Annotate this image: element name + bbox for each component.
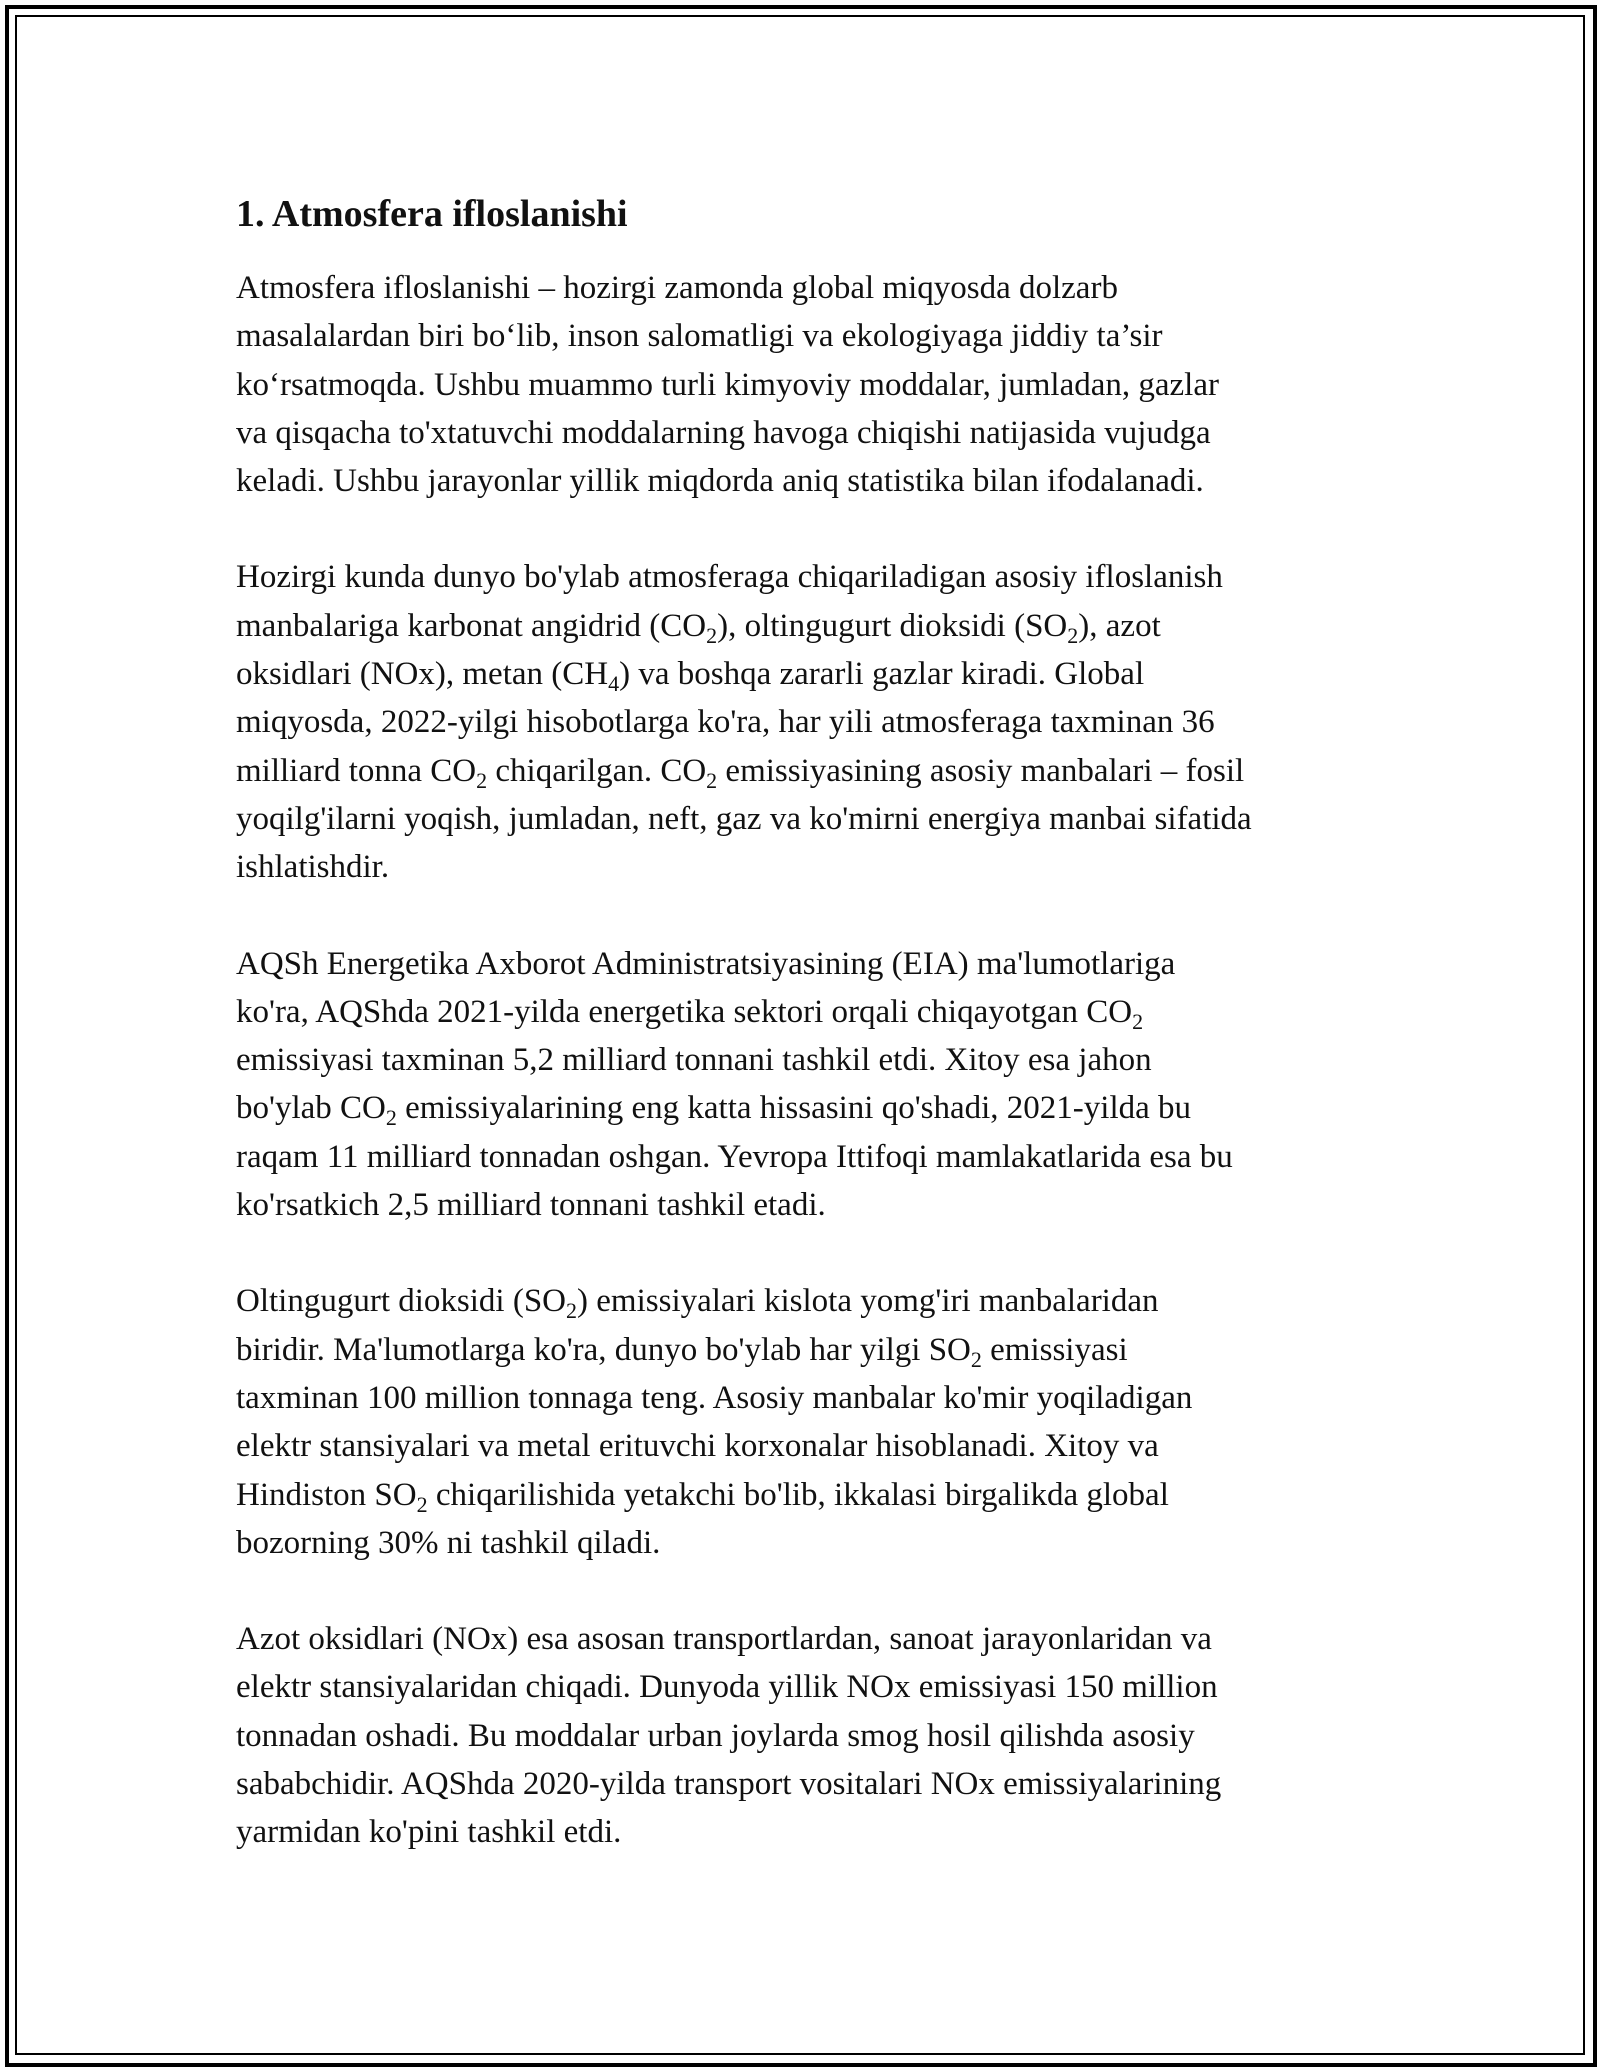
text-line: bo'ylab $CO_2$ emissiyalarining eng katta hissasini qo'shadi, 2021-yilda bu (236, 1090, 1192, 1131)
text-line: raqam 11 milliard tonnadan oshgan. Yevropa Ittifoqi mamlakatlarida esa bu (236, 1138, 1233, 1175)
text-line: elektr stansiyalaridan chiqadi. Dunyoda yillik NOx emissiyasi 150 million (236, 1669, 1218, 1706)
text-line: Hozirgi kunda dunyo bo'ylab atmosferaga chiqariladigan asosiy ifloslanish (236, 559, 1223, 596)
text-line: tonnadan oshadi. Bu moddalar urban joylarda smog hosil qilishda asosiy (236, 1717, 1195, 1754)
text-line: emissiyasi taxminan 5,2 milliard tonnani tashkil etdi. Xitoy esa jahon (236, 1042, 1152, 1079)
text-line: va qisqacha to'xtatuvchi moddalarning havoga chiqishi natijasida vujudga (236, 414, 1211, 451)
text-line: bozorning 30% ni tashkil qiladi. (236, 1524, 661, 1561)
text-line: masalalardan biri bo‘lib, inson salomatligi va ekologiyaga jiddiy ta’sir (236, 318, 1163, 355)
text-line: taxminan 100 million tonnaga teng. Asosiy manbalar ko'mir yoqiladigan (236, 1379, 1193, 1416)
section-heading: 1. Atmosfera ifloslanishi (236, 193, 628, 235)
text-line: Oltingugurt dioksidi $(SO_2)$ emissiyalari kislota yomg'iri manbalaridan (236, 1283, 1159, 1324)
text-line: oksidlari (NOx), metan $(CH_4)$ va boshqa zararli gazlar kiradi. Global (236, 656, 1145, 697)
text-line: elektr stansiyalari va metal erituvchi korxonalar hisoblanadi. Xitoy va (236, 1428, 1159, 1465)
text-line: Atmosfera ifloslanishi – hozirgi zamonda global miqyosda dolzarb (236, 270, 1118, 306)
paragraph (236, 940, 1386, 1230)
text-line: keladi. Ushbu jarayonlar yillik miqdorda aniq statistika bilan ifodalanadi. (236, 463, 1204, 500)
paragraph (236, 553, 1386, 891)
text-line: yarmidan ko'pini tashkil etdi. (236, 1814, 622, 1851)
text-line: Azot oksidlari (NOx) esa asosan transportlardan, sanoat jarayonlaridan va (236, 1621, 1212, 1658)
paragraph (236, 1615, 1386, 1856)
document-body (236, 188, 1386, 1905)
text-line: ishlatishdir. (236, 849, 390, 886)
paragraph (236, 264, 1386, 505)
text-line: yoqilg'ilarni yoqish, jumladan, neft, gaz va ko'mirni energiya manbai sifatida (236, 800, 1252, 837)
text-line: milliard tonna $CO_2$ chiqarilgan. $CO_2$ emissiyasining asosiy manbalari – fosil (236, 752, 1245, 793)
text-line: AQSh Energetika Axborot Administratsiyasining (EIA) ma'lumotlariga (236, 945, 1176, 982)
text-line: miqyosda, 2022-yilgi hisobotlarga ko'ra, har yili atmosferaga taxminan 36 (236, 704, 1215, 741)
text-line: biridir. Ma'lumotlarga ko'ra, dunyo bo'ylab har yilgi $SO_2$ emissiyasi (236, 1331, 1128, 1372)
text-line: manbalariga karbonat angidrid $(CO_2)$, oltingugurt dioksidi $(SO_2)$, azot (236, 607, 1161, 648)
text-line: ko'rsatkich 2,5 milliard tonnani tashkil etadi. (236, 1187, 826, 1224)
text-line: ko'ra, AQShda 2021-yilda energetika sektori orqali chiqayotgan $CO_2$ (236, 993, 1144, 1034)
paragraph (236, 1277, 1386, 1567)
text-line: Hindiston $SO_2$ chiqarilishida yetakchi bo'lib, ikkalasi birgalikda global (236, 1476, 1169, 1517)
text-line: sababchidir. AQShda 2020-yilda transport vositalari NOx emissiyalarining (236, 1766, 1222, 1803)
paragraph-list (236, 264, 1386, 1857)
text-line: ko‘rsatmoqda. Ushbu muammo turli kimyoviy moddalar, jumladan, gazlar (236, 366, 1219, 403)
